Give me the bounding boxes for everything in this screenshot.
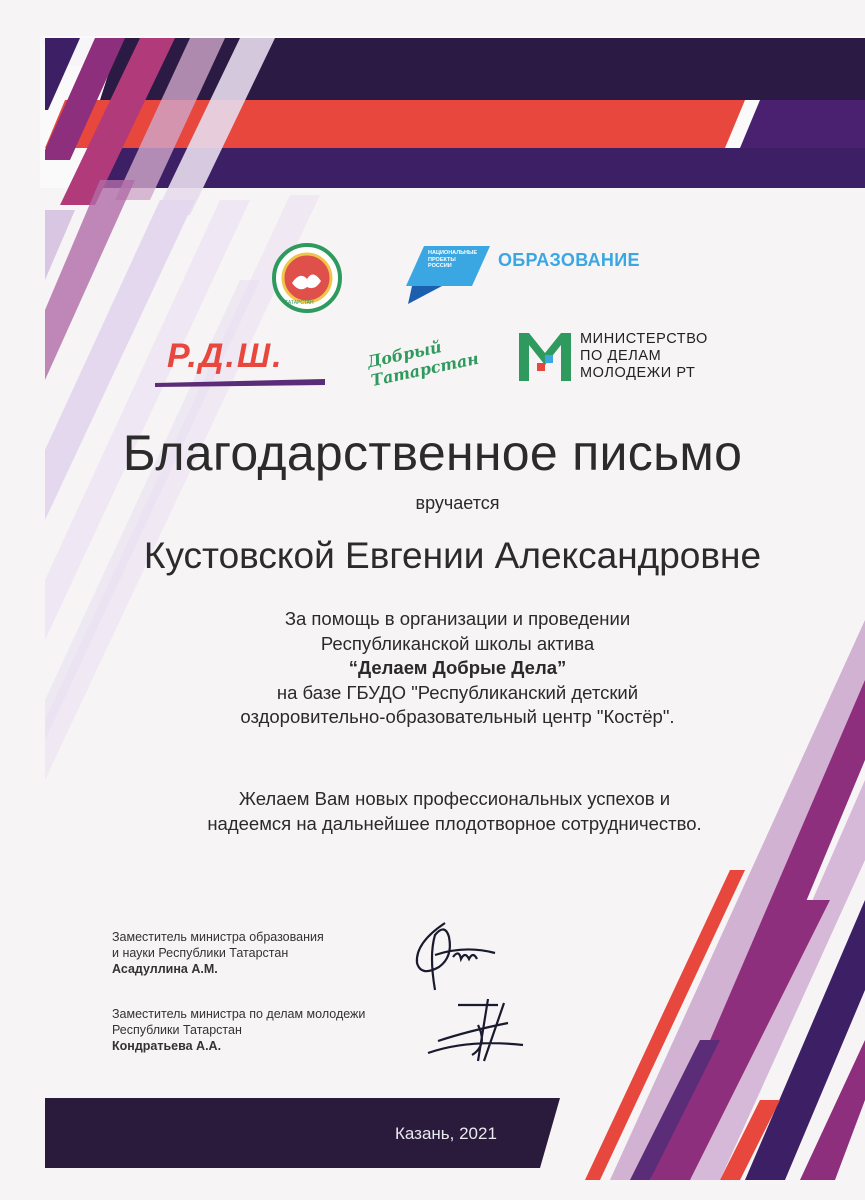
signature-kondratieva-icon — [418, 995, 528, 1067]
signatory-position-line: Заместитель министра образования — [112, 930, 324, 944]
wish-line-1: Желаем Вам новых профессиональных успехов и — [238, 788, 671, 809]
signatory-position-line: Республики Татарстан — [112, 1023, 242, 1037]
dobry-tatarstan-logo — [365, 330, 481, 391]
reason-line-1: За помощь в организации и проведении — [284, 608, 631, 629]
national-projects-line-3: РОССИИ — [428, 263, 452, 269]
wish-block — [22, 786, 865, 836]
signatory-youth — [112, 1006, 365, 1054]
reason-block — [25, 607, 865, 730]
venue-line-2: оздоровительно-образовательный центр "Костёр". — [240, 706, 675, 727]
awarded-label: вручается — [415, 493, 500, 513]
place-date: Казань, 2021 — [395, 1124, 497, 1143]
signatory-position-line: и науки Республики Татарстан — [112, 946, 289, 960]
signatory-education — [112, 929, 324, 977]
wish-line-2: надеемся на дальнейшее плодотворное сотрудничество. — [207, 813, 702, 834]
reason-line-2: Республиканской школы актива — [320, 632, 595, 654]
ministry-line-1: МИНИСТЕРСТВО — [580, 331, 708, 347]
event-name: “Делаем Добрые Дела” — [348, 657, 567, 678]
recipient-name: Кустовской Евгении Александровне — [143, 535, 762, 576]
venue-line-1: на базе ГБУДО "Республиканский детский — [276, 681, 639, 703]
ministry-line-2: ПО ДЕЛАМ — [580, 348, 662, 364]
national-projects-line-2: ПРОЕКТЫ — [428, 256, 456, 263]
signatory-name: Кондратьева А.А. — [112, 1039, 222, 1053]
national-projects-line-1: НАЦИОНАЛЬНЫЕ — [428, 250, 478, 256]
ministry-line-3: МОЛОДЕЖИ РТ — [580, 365, 696, 381]
signatory-position-line: Заместитель министра по делам молодежи — [112, 1007, 366, 1021]
ministry-youth-label — [580, 331, 708, 382]
national-projects-label — [428, 250, 477, 270]
dobry-tatarstan-text: Добрый Татарстан — [365, 337, 481, 391]
certificate-title: Благодарственное письмо — [122, 425, 743, 481]
tatarstan-seal-label: ТАТАРСТАН — [285, 300, 314, 306]
signatory-name: Асадуллина А.М. — [112, 962, 218, 976]
rdsh-logo — [155, 335, 325, 387]
education-label: ОБРАЗОВАНИЕ — [498, 250, 640, 270]
signature-asadullina-icon — [405, 915, 505, 1000]
ministry-youth-logo-icon — [519, 333, 571, 381]
rdsh-logo-text: Р.Д.Ш. — [167, 337, 284, 375]
